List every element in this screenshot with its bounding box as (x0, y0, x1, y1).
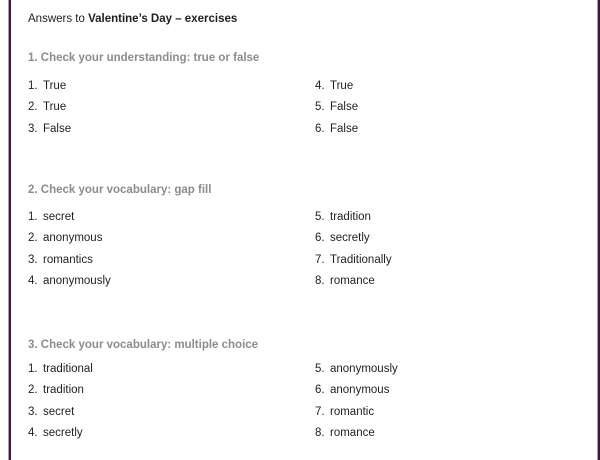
answer-text: True (330, 80, 354, 92)
answer-text: secret (43, 405, 75, 418)
answer-number: 3. (28, 405, 38, 418)
answer-number: 3. (28, 253, 38, 266)
answer-text: True (43, 101, 67, 114)
answer-text: anonymous (330, 384, 390, 397)
answer-number: 4. (315, 80, 325, 92)
answer-item (28, 402, 315, 423)
answer-text: romance (330, 426, 375, 439)
answer-text: secret (43, 211, 75, 223)
answer-text: romance (330, 274, 375, 287)
section-1-answers (28, 76, 358, 140)
answer-text: anonymously (43, 274, 111, 287)
answer-item (315, 380, 398, 401)
answer-text: anonymous (43, 232, 103, 245)
answer-item (28, 271, 315, 292)
page-title (28, 13, 237, 25)
answer-item (315, 402, 398, 423)
answer-item (315, 359, 398, 380)
answer-item (315, 271, 392, 292)
section-3-heading: 3. Check your vocabulary: multiple choice (28, 339, 259, 351)
answer-number: 2. (28, 384, 38, 397)
answer-number: 2. (28, 101, 38, 114)
answer-text: False (330, 101, 359, 114)
answer-number: 6. (315, 232, 325, 245)
title-bold: Valentine’s Day – exercises (88, 13, 238, 25)
answer-number: 1. (28, 363, 38, 375)
answer-item (28, 359, 315, 380)
answer-item (315, 423, 398, 444)
answer-text: traditional (43, 363, 93, 375)
answer-text: True (43, 80, 67, 92)
answer-number: 7. (315, 405, 325, 418)
answer-text: False (330, 122, 359, 135)
answer-number: 4. (28, 426, 38, 439)
answer-number: 5. (315, 363, 325, 375)
answer-number: 5. (315, 211, 325, 223)
answer-item (28, 380, 315, 401)
answer-text: secretly (330, 232, 370, 245)
section-2-answers (28, 207, 392, 292)
answer-text: romantics (43, 253, 93, 266)
answer-text: False (43, 122, 72, 135)
answer-text: secretly (43, 426, 83, 439)
section-2-heading: 2. Check your vocabulary: gap fill (28, 184, 212, 196)
answer-number: 8. (315, 274, 325, 287)
answer-number: 6. (315, 122, 325, 135)
answer-text: Traditionally (330, 253, 392, 266)
section-3-answers (28, 359, 398, 444)
answer-number: 8. (315, 426, 325, 439)
answer-item (315, 228, 392, 249)
answer-item (28, 207, 315, 228)
answer-text: tradition (43, 384, 84, 397)
answer-number: 2. (28, 232, 38, 245)
answer-item (28, 76, 315, 97)
answer-item (315, 97, 358, 118)
answer-item (315, 207, 392, 228)
answer-text: romantic (330, 405, 375, 418)
page-left-edge (8, 0, 11, 460)
answer-number: 4. (28, 274, 38, 287)
answer-item (28, 228, 315, 249)
answer-number: 3. (28, 122, 38, 135)
answer-text: anonymously (330, 363, 398, 375)
answer-item (28, 97, 315, 118)
title-prefix: Answers to (28, 13, 89, 25)
answer-number: 1. (28, 211, 38, 223)
answer-item (28, 119, 315, 140)
answer-number: 5. (315, 101, 325, 114)
answer-text: tradition (330, 211, 371, 223)
answer-number: 1. (28, 80, 38, 92)
answer-number: 6. (315, 384, 325, 397)
answer-item (315, 250, 392, 271)
answer-item (28, 250, 315, 271)
section-1-heading: 1. Check your understanding: true or false (28, 52, 260, 64)
answer-item (28, 423, 315, 444)
answer-number: 7. (315, 253, 325, 266)
answer-item (315, 119, 358, 140)
answer-item (315, 76, 358, 97)
